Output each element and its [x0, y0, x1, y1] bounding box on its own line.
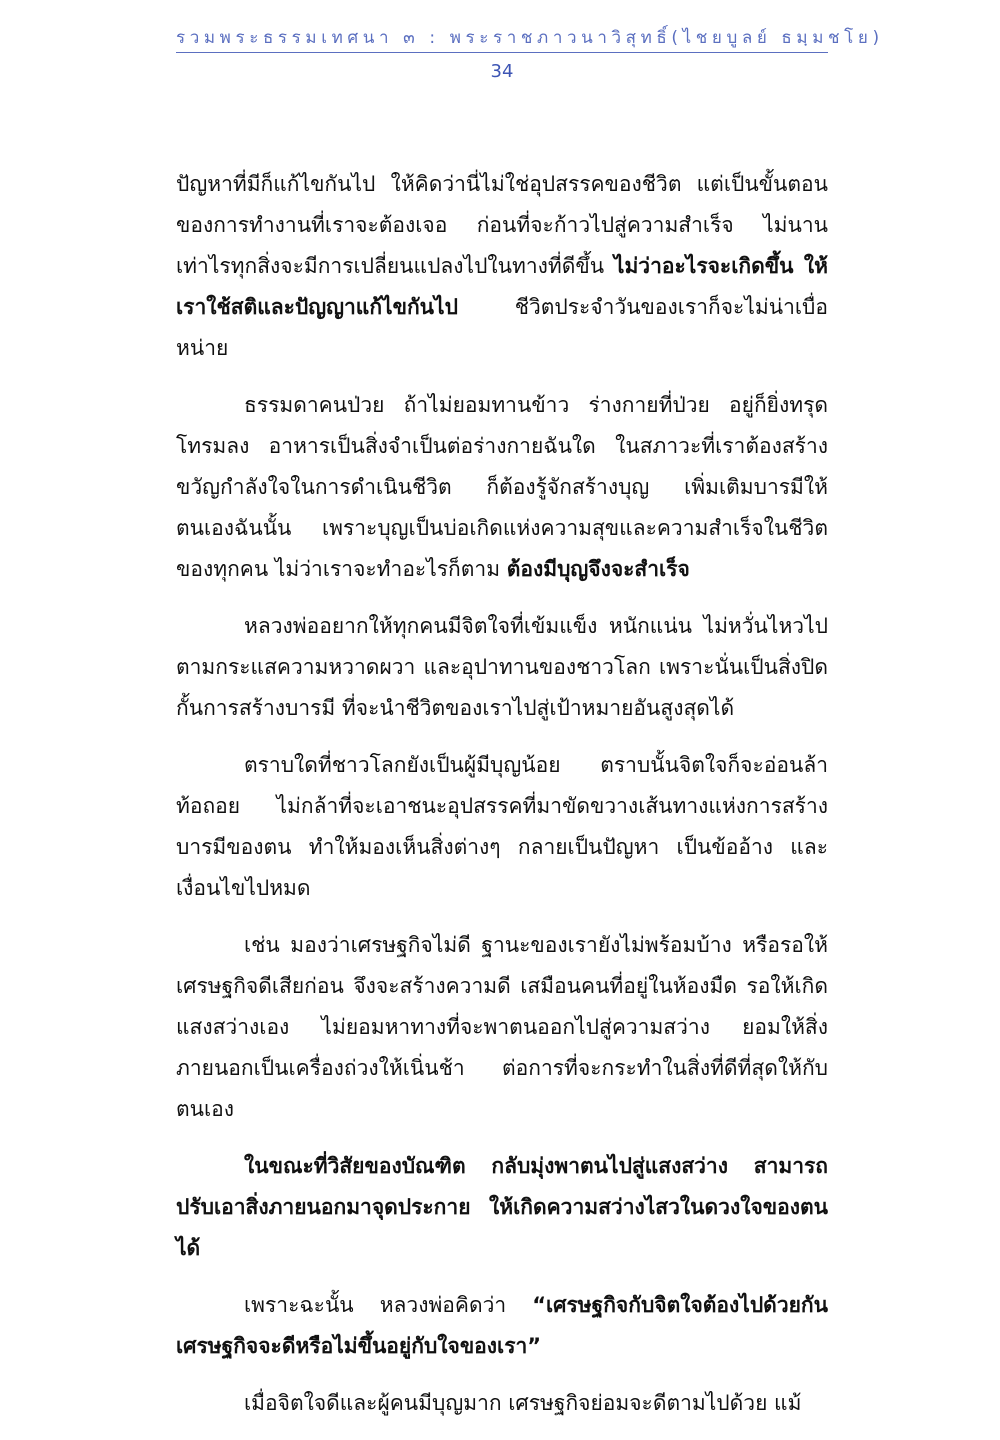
header-underline [176, 52, 828, 53]
paragraph-4 [176, 745, 828, 909]
text-segment: เมื่อจิตใจดีและผู้คนมีบุญมาก เศรษฐกิจย่อมจะดีตามไปด้วย แม้ [244, 1391, 802, 1415]
paragraph-6 [176, 1146, 828, 1269]
text-segment: ปัญหาที่มีก็แก้ไขกันไป ให้คิดว่านี่ไม่ใช่อุปสรรคของชีวิต แต่เป็นขั้นตอนของการทำงานที่เราจะต้องเจอ ก่อนที่จะก้าวไปสู่ความสำเร็จ ไม่นานเท่าไรทุกสิ่งจะมีการเปลี่ยนแปลงไปในทางที่ดีขึ้น [176, 172, 828, 278]
bold-text-segment: ในขณะที่วิสัยของบัณฑิต กลับมุ่งพาตนไปสู่แสงสว่าง สามารถปรับเอาสิ่งภายนอกมาจุดประกาย ให้เกิดความสว่างไสวในดวงใจของตนได้ [176, 1154, 828, 1260]
body-text [176, 164, 828, 1440]
bold-quote-segment: “เศรษฐกิจกับจิตใจต้องไปด้วยกัน เศรษฐกิจจะดีหรือไม่ขึ้นอยู่กับใจของเรา” [176, 1293, 828, 1358]
text-segment: เช่น มองว่าเศรษฐกิจไม่ดี ฐานะของเรายังไม่พร้อมบ้าง หรือรอให้เศรษฐกิจดีเสียก่อน จึงจะสร้างความดี เสมือนคนที่อยู่ในห้องมืด รอให้เกิดแสงสว่างเอง ไม่ยอมหาทางที่จะพาตนออกไปสู่ความสว่าง ยอมให้สิ่งภายนอกเป็นเครื่องถ่วงให้เนิ่นช้า ต่อการที่จะกระทำในสิ่งที่ดีที่สุดให้กับตนเอง [176, 933, 828, 1121]
bold-text-segment: ต้องมีบุญจึงจะสำเร็จ [506, 557, 690, 581]
text-segment: ธรรมดาคนป่วย ถ้าไม่ยอมทานข้าว ร่างกายที่ป่วย อยู่ก็ยิ่งทรุดโทรมลง อาหารเป็นสิ่งจำเป็นต่อร่างกายฉันใด ในสภาวะที่เราต้องสร้างขวัญกำลังใจในการดำเนินชีวิต ก็ต้องรู้จักสร้างบุญ เพิ่มเติมบารมีให้ตนเองฉันนั้น เพราะบุญเป็นบ่อเกิดแห่งความสุขและความสำเร็จในชีวิตของทุกคน ไม่ว่าเราจะทำอะไรก็ตาม [176, 393, 828, 581]
paragraph-3 [176, 606, 828, 729]
paragraph-7 [176, 1285, 828, 1367]
bold-text-segment: ไม่ว่าอะไรจะเกิดขึ้น ให้เราใช้สติและปัญญาแก้ไขกันไป [176, 254, 828, 319]
text-segment: เพราะฉะนั้น หลวงพ่อคิดว่า [244, 1293, 533, 1317]
running-header-title: รวมพระธรรมเทศนา ๓ : พระราชภาวนาวิสุทธิ์(ไชยบูลย์ ธมฺมชโย) [176, 28, 884, 48]
page-number: 34 [490, 61, 514, 82]
page-header [176, 26, 884, 83]
paragraph-5 [176, 925, 828, 1130]
paragraph-1 [176, 164, 828, 369]
text-segment: ตราบใดที่ชาวโลกยังเป็นผู้มีบุญน้อย ตราบนั้นจิตใจก็จะอ่อนล้าท้อถอย ไม่กล้าที่จะเอาชนะอุปสรรคที่มาขัดขวางเส้นทางแห่งการสร้างบารมีของตน ทำให้มองเห็นสิ่งต่างๆ กลายเป็นปัญหา เป็นข้ออ้าง และเงื่อนไขไปหมด [176, 753, 828, 900]
text-segment: หลวงพ่ออยากให้ทุกคนมีจิตใจที่เข้มแข็ง หนักแน่น ไม่หวั่นไหวไปตามกระแสความหวาดผวา และอุปาทานของชาวโลก เพราะนั่นเป็นสิ่งปิดกั้นการสร้างบารมี ที่จะนำชีวิตของเราไปสู่เป้าหมายอันสูงสุดได้ [176, 614, 828, 720]
paragraph-2 [176, 385, 828, 590]
paragraph-8 [176, 1383, 828, 1424]
text-segment: ชีวิตประจำวันของเราก็จะไม่น่าเบื่อหน่าย [176, 295, 828, 360]
